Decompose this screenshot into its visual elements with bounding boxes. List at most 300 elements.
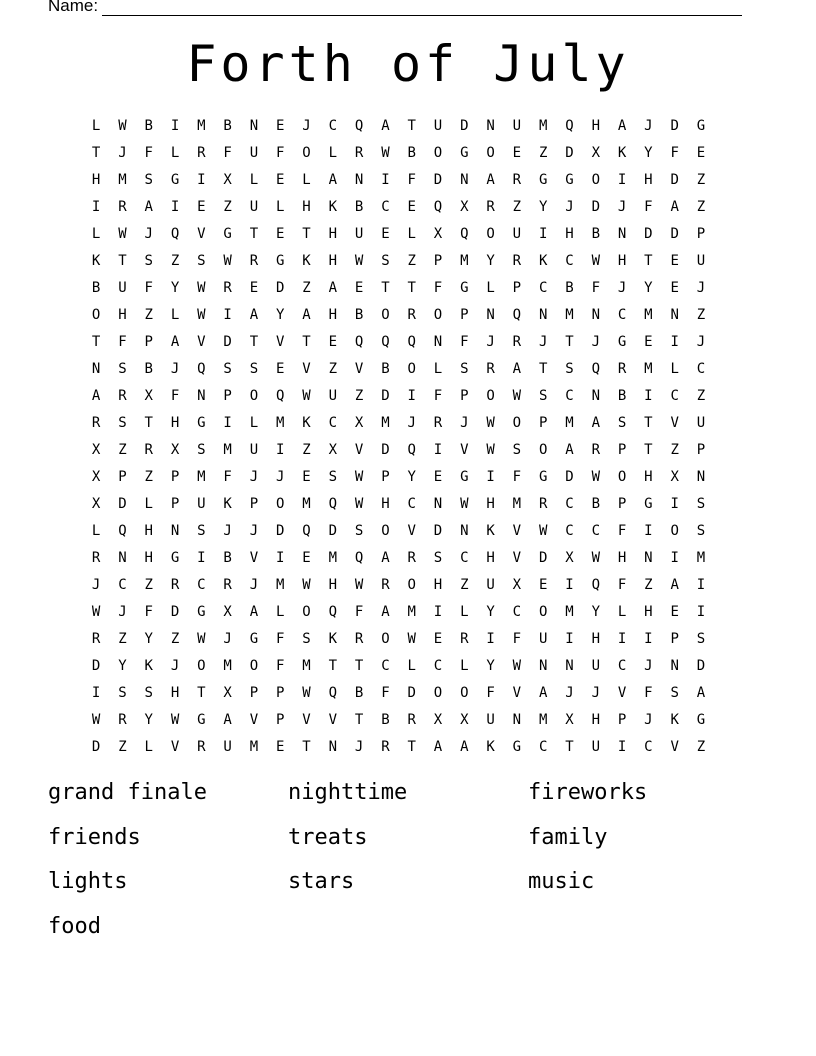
grid-letter: I bbox=[170, 117, 180, 134]
grid-letter: X bbox=[170, 441, 180, 458]
grid-letter: N bbox=[617, 225, 627, 242]
grid-letter: B bbox=[381, 360, 390, 377]
grid-row bbox=[83, 544, 714, 571]
grid-letter: D bbox=[91, 657, 101, 674]
grid-letter: D bbox=[565, 468, 574, 485]
grid-letter: Z bbox=[696, 306, 706, 323]
grid-letter: Y bbox=[486, 603, 495, 620]
grid-letter: Z bbox=[118, 630, 127, 647]
grid-letter: M bbox=[118, 171, 127, 188]
grid-letter: U bbox=[197, 495, 206, 512]
grid-letter: S bbox=[197, 252, 206, 269]
grid-letter: J bbox=[170, 360, 180, 377]
grid-row bbox=[83, 571, 714, 598]
grid-letter: C bbox=[512, 603, 522, 620]
grid-letter: Q bbox=[354, 549, 364, 566]
grid-letter: O bbox=[407, 360, 416, 377]
grid-letter: F bbox=[144, 603, 153, 620]
grid-letter: W bbox=[591, 468, 600, 485]
grid-letter: T bbox=[118, 252, 127, 269]
grid-letter: V bbox=[354, 441, 364, 458]
grid-letter: W bbox=[591, 252, 600, 269]
grid-letter: M bbox=[276, 576, 285, 593]
grid-letter: K bbox=[91, 252, 101, 269]
grid-letter: I bbox=[433, 441, 443, 458]
grid-letter: B bbox=[381, 711, 390, 728]
grid-letter: W bbox=[460, 495, 469, 512]
grid-letter: P bbox=[118, 468, 127, 485]
grid-letter: B bbox=[354, 198, 364, 215]
grid-letter: W bbox=[302, 576, 311, 593]
grid-letter: C bbox=[538, 279, 548, 296]
grid-letter: V bbox=[170, 738, 180, 755]
name-field bbox=[48, 0, 742, 16]
grid-letter: Q bbox=[381, 333, 390, 350]
grid-letter: Z bbox=[696, 198, 706, 215]
word-item: treats bbox=[288, 824, 368, 850]
grid-letter: W bbox=[591, 549, 600, 566]
grid-letter: B bbox=[591, 225, 600, 242]
grid-letter: H bbox=[565, 225, 574, 242]
grid-row bbox=[83, 598, 714, 625]
grid-letter: I bbox=[407, 387, 416, 404]
grid-letter: G bbox=[538, 171, 548, 188]
grid-letter: E bbox=[433, 630, 443, 647]
grid-letter: O bbox=[197, 657, 206, 674]
grid-letter: W bbox=[538, 522, 548, 539]
grid-letter: D bbox=[381, 387, 390, 404]
grid-letter: N bbox=[591, 306, 600, 323]
grid-letter: C bbox=[617, 657, 627, 674]
grid-letter: Z bbox=[670, 441, 679, 458]
grid-row bbox=[83, 355, 714, 382]
grid-letter: E bbox=[276, 225, 285, 242]
grid-letter: A bbox=[249, 603, 259, 620]
grid-letter: V bbox=[197, 333, 206, 350]
grid-letter: E bbox=[512, 144, 522, 161]
grid-letter: V bbox=[328, 711, 338, 728]
grid-letter: G bbox=[696, 711, 706, 728]
grid-letter: O bbox=[276, 495, 285, 512]
grid-letter: W bbox=[354, 576, 364, 593]
grid-letter: A bbox=[302, 306, 311, 323]
grid-letter: N bbox=[328, 738, 338, 755]
grid-letter: N bbox=[249, 117, 259, 134]
grid-row bbox=[83, 463, 714, 490]
grid-letter: Y bbox=[644, 144, 653, 161]
grid-letter: N bbox=[591, 387, 600, 404]
grid-letter: U bbox=[512, 225, 522, 242]
grid-letter: B bbox=[354, 684, 364, 701]
grid-row bbox=[83, 220, 714, 247]
grid-letter: Q bbox=[328, 684, 338, 701]
grid-letter: I bbox=[91, 198, 101, 215]
grid-letter: L bbox=[407, 225, 416, 242]
grid-letter: D bbox=[670, 225, 679, 242]
grid-letter: H bbox=[91, 171, 101, 188]
grid-letter: H bbox=[118, 306, 127, 323]
grid-letter: H bbox=[591, 117, 600, 134]
word-item: music bbox=[528, 869, 595, 894]
grid-letter: S bbox=[617, 414, 627, 431]
grid-letter: H bbox=[144, 549, 153, 566]
grid-letter: V bbox=[512, 684, 522, 701]
grid-letter: E bbox=[433, 468, 443, 485]
grid-letter: T bbox=[249, 333, 259, 350]
grid-letter: Q bbox=[407, 441, 416, 458]
grid-letter: R bbox=[381, 576, 390, 593]
grid-letter: L bbox=[460, 603, 469, 620]
grid-letter: X bbox=[565, 549, 574, 566]
grid-letter: R bbox=[223, 279, 232, 296]
grid-letter: X bbox=[460, 711, 469, 728]
grid-letter: D bbox=[670, 117, 679, 134]
grid-letter: P bbox=[460, 387, 469, 404]
grid-letter: L bbox=[302, 171, 311, 188]
grid-letter: L bbox=[276, 198, 285, 215]
grid-letter: A bbox=[565, 441, 574, 458]
grid-letter: B bbox=[91, 279, 101, 296]
grid-letter: H bbox=[591, 711, 600, 728]
grid-letter: T bbox=[302, 738, 311, 755]
grid-letter: R bbox=[118, 198, 127, 215]
grid-row bbox=[83, 652, 714, 679]
grid-letter: Q bbox=[276, 387, 285, 404]
grid-letter: Z bbox=[460, 576, 469, 593]
grid-letter: I bbox=[433, 603, 443, 620]
grid-letter: C bbox=[381, 657, 390, 674]
grid-letter: V bbox=[249, 549, 259, 566]
grid-letter: F bbox=[144, 279, 153, 296]
grid-letter: J bbox=[223, 522, 232, 539]
grid-letter: M bbox=[276, 414, 285, 431]
grid-letter: I bbox=[617, 738, 627, 755]
grid-letter: T bbox=[354, 657, 364, 674]
grid-letter: J bbox=[354, 738, 364, 755]
grid-letter: A bbox=[617, 117, 627, 134]
grid-letter: B bbox=[407, 144, 416, 161]
grid-letter: L bbox=[91, 225, 101, 242]
grid-letter: E bbox=[670, 252, 679, 269]
grid-letter: J bbox=[249, 468, 259, 485]
grid-letter: Q bbox=[328, 495, 338, 512]
grid-letter: G bbox=[170, 171, 180, 188]
grid-letter: R bbox=[591, 441, 600, 458]
name-label: Name: bbox=[48, 0, 99, 15]
grid-letter: P bbox=[381, 468, 390, 485]
grid-letter: T bbox=[407, 738, 416, 755]
grid-letter: J bbox=[565, 198, 574, 215]
grid-row bbox=[83, 517, 714, 544]
grid-letter: N bbox=[670, 657, 679, 674]
grid-letter: O bbox=[381, 522, 390, 539]
grid-letter: X bbox=[144, 387, 153, 404]
grid-letter: L bbox=[170, 306, 180, 323]
grid-letter: I bbox=[565, 576, 574, 593]
grid-letter: P bbox=[617, 495, 627, 512]
grid-letter: U bbox=[696, 414, 706, 431]
grid-letter: N bbox=[696, 468, 706, 485]
grid-letter: A bbox=[670, 576, 679, 593]
grid-letter: N bbox=[354, 171, 364, 188]
grid-letter: M bbox=[538, 117, 548, 134]
grid-letter: O bbox=[433, 144, 443, 161]
grid-letter: N bbox=[486, 306, 495, 323]
grid-letter: N bbox=[670, 306, 679, 323]
grid-letter: S bbox=[118, 360, 127, 377]
grid-letter: K bbox=[328, 198, 338, 215]
grid-letter: X bbox=[433, 225, 443, 242]
grid-letter: M bbox=[565, 306, 574, 323]
grid-letter: O bbox=[249, 387, 259, 404]
grid-letter: M bbox=[538, 711, 548, 728]
grid-letter: N bbox=[512, 711, 522, 728]
grid-letter: H bbox=[328, 306, 338, 323]
grid-letter: D bbox=[433, 522, 443, 539]
grid-letter: I bbox=[276, 441, 285, 458]
grid-letter: F bbox=[223, 144, 232, 161]
grid-letter: R bbox=[91, 630, 101, 647]
grid-letter: Z bbox=[144, 468, 153, 485]
word-item: stars bbox=[288, 869, 355, 894]
grid-letter: B bbox=[565, 279, 574, 296]
grid-letter: G bbox=[617, 333, 627, 350]
grid-letter: L bbox=[617, 603, 627, 620]
grid-letter: X bbox=[328, 441, 338, 458]
grid-letter: F bbox=[354, 603, 364, 620]
grid-letter: Z bbox=[302, 279, 311, 296]
grid-letter: F bbox=[644, 684, 653, 701]
grid-letter: X bbox=[354, 414, 364, 431]
grid-letter: Z bbox=[644, 576, 653, 593]
grid-letter: H bbox=[591, 630, 600, 647]
grid-letter: D bbox=[696, 657, 706, 674]
grid-letter: R bbox=[407, 306, 416, 323]
grid-letter: D bbox=[433, 171, 443, 188]
grid-letter: R bbox=[407, 549, 416, 566]
grid-letter: N bbox=[460, 522, 469, 539]
grid-letter: U bbox=[591, 738, 600, 755]
grid-letter: M bbox=[565, 414, 574, 431]
grid-letter: A bbox=[170, 333, 180, 350]
grid-letter: G bbox=[644, 495, 653, 512]
grid-letter: P bbox=[144, 333, 153, 350]
word-item: nighttime bbox=[288, 780, 408, 805]
grid-letter: B bbox=[591, 495, 600, 512]
grid-letter: S bbox=[670, 684, 679, 701]
grid-letter: Z bbox=[538, 144, 548, 161]
grid-letter: W bbox=[91, 603, 101, 620]
grid-letter: E bbox=[644, 333, 653, 350]
grid-letter: I bbox=[381, 171, 390, 188]
word-item: food bbox=[48, 913, 101, 939]
grid-letter: I bbox=[617, 171, 627, 188]
grid-letter: G bbox=[197, 414, 206, 431]
word-list bbox=[48, 778, 768, 942]
grid-letter: C bbox=[538, 738, 548, 755]
grid-letter: U bbox=[512, 117, 522, 134]
grid-letter: X bbox=[670, 468, 679, 485]
grid-letter: A bbox=[433, 738, 443, 755]
grid-letter: S bbox=[696, 630, 706, 647]
grid-letter: Q bbox=[407, 333, 416, 350]
grid-letter: T bbox=[91, 144, 101, 161]
grid-letter: F bbox=[670, 144, 679, 161]
grid-letter: K bbox=[617, 144, 627, 161]
grid-letter: L bbox=[91, 117, 101, 134]
grid-row bbox=[83, 679, 714, 706]
grid-letter: Z bbox=[144, 306, 153, 323]
grid-letter: L bbox=[276, 603, 285, 620]
grid-letter: F bbox=[644, 198, 653, 215]
grid-letter: D bbox=[644, 225, 653, 242]
grid-letter: Y bbox=[276, 306, 285, 323]
grid-letter: W bbox=[512, 657, 522, 674]
grid-letter: R bbox=[433, 414, 443, 431]
grid-letter: N bbox=[538, 657, 548, 674]
grid-letter: I bbox=[276, 549, 285, 566]
grid-letter: A bbox=[512, 360, 522, 377]
grid-letter: D bbox=[381, 441, 390, 458]
grid-letter: I bbox=[565, 630, 574, 647]
grid-row bbox=[83, 139, 714, 166]
grid-letter: L bbox=[486, 279, 495, 296]
grid-letter: I bbox=[197, 549, 206, 566]
grid-letter: F bbox=[617, 576, 627, 593]
grid-letter: F bbox=[118, 333, 127, 350]
grid-letter: W bbox=[354, 252, 364, 269]
grid-letter: F bbox=[512, 630, 522, 647]
grid-letter: B bbox=[223, 549, 232, 566]
grid-letter: T bbox=[644, 252, 653, 269]
grid-letter: A bbox=[249, 306, 259, 323]
grid-letter: Y bbox=[407, 468, 416, 485]
grid-letter: M bbox=[302, 495, 311, 512]
grid-letter: O bbox=[591, 171, 600, 188]
grid-letter: C bbox=[565, 495, 574, 512]
grid-letter: E bbox=[276, 360, 285, 377]
grid-letter: Z bbox=[512, 198, 522, 215]
grid-letter: R bbox=[512, 333, 522, 350]
grid-letter: A bbox=[223, 711, 232, 728]
grid-letter: O bbox=[381, 306, 390, 323]
grid-letter: S bbox=[696, 495, 706, 512]
grid-letter: X bbox=[223, 684, 232, 701]
grid-letter: W bbox=[512, 387, 522, 404]
grid-letter: V bbox=[617, 684, 627, 701]
grid-letter: Z bbox=[223, 198, 232, 215]
grid-letter: M bbox=[644, 360, 653, 377]
grid-letter: J bbox=[696, 333, 706, 350]
grid-letter: J bbox=[407, 414, 416, 431]
grid-letter: R bbox=[91, 549, 101, 566]
grid-letter: L bbox=[249, 414, 259, 431]
grid-letter: T bbox=[302, 333, 311, 350]
grid-letter: Y bbox=[644, 279, 653, 296]
grid-letter: H bbox=[302, 198, 311, 215]
word-item: family bbox=[528, 824, 608, 850]
grid-letter: J bbox=[249, 522, 259, 539]
grid-letter: V bbox=[670, 414, 679, 431]
grid-letter: A bbox=[381, 549, 390, 566]
grid-letter: Z bbox=[696, 171, 706, 188]
grid-letter: E bbox=[302, 468, 311, 485]
grid-letter: S bbox=[197, 522, 206, 539]
word-item: friends bbox=[48, 824, 141, 850]
grid-row bbox=[83, 301, 714, 328]
grid-letter: D bbox=[276, 279, 285, 296]
grid-letter: W bbox=[118, 117, 127, 134]
grid-letter: V bbox=[302, 360, 311, 377]
grid-letter: C bbox=[381, 198, 390, 215]
grid-row bbox=[83, 328, 714, 355]
grid-letter: O bbox=[91, 306, 101, 323]
grid-letter: V bbox=[460, 441, 469, 458]
grid-letter: U bbox=[433, 117, 443, 134]
grid-letter: A bbox=[591, 414, 600, 431]
grid-row bbox=[83, 112, 714, 139]
grid-letter: K bbox=[302, 414, 311, 431]
grid-letter: G bbox=[460, 468, 469, 485]
grid-letter: S bbox=[118, 414, 127, 431]
grid-letter: O bbox=[617, 468, 627, 485]
grid-letter: J bbox=[223, 630, 232, 647]
grid-letter: R bbox=[460, 630, 469, 647]
grid-letter: C bbox=[670, 387, 679, 404]
grid-letter: G bbox=[197, 603, 206, 620]
grid-letter: Y bbox=[486, 252, 495, 269]
grid-letter: M bbox=[644, 306, 653, 323]
grid-letter: L bbox=[91, 522, 101, 539]
grid-letter: R bbox=[407, 711, 416, 728]
grid-letter: A bbox=[144, 198, 153, 215]
grid-letter: F bbox=[407, 171, 416, 188]
grid-letter: T bbox=[354, 711, 364, 728]
grid-letter: S bbox=[328, 468, 338, 485]
grid-letter: G bbox=[538, 468, 548, 485]
grid-letter: R bbox=[486, 198, 495, 215]
grid-letter: E bbox=[249, 279, 259, 296]
grid-letter: W bbox=[354, 468, 364, 485]
grid-letter: M bbox=[302, 657, 311, 674]
grid-letter: S bbox=[354, 522, 364, 539]
grid-letter: Y bbox=[144, 630, 153, 647]
grid-letter: T bbox=[565, 333, 574, 350]
grid-letter: J bbox=[170, 657, 180, 674]
grid-letter: O bbox=[486, 144, 495, 161]
grid-letter: A bbox=[538, 684, 548, 701]
grid-letter: C bbox=[328, 117, 338, 134]
grid-letter: I bbox=[223, 306, 232, 323]
word-item: grand finale bbox=[48, 780, 207, 805]
grid-letter: R bbox=[144, 441, 153, 458]
grid-letter: J bbox=[249, 576, 259, 593]
grid-letter: G bbox=[460, 144, 469, 161]
grid-letter: I bbox=[696, 576, 706, 593]
word-item: fireworks bbox=[528, 780, 648, 805]
grid-letter: B bbox=[354, 306, 364, 323]
grid-letter: L bbox=[433, 360, 443, 377]
grid-letter: E bbox=[696, 144, 706, 161]
grid-letter: U bbox=[486, 576, 495, 593]
grid-letter: Q bbox=[591, 360, 600, 377]
grid-letter: I bbox=[91, 684, 101, 701]
grid-letter: Y bbox=[486, 657, 495, 674]
grid-letter: O bbox=[538, 603, 548, 620]
grid-letter: V bbox=[302, 711, 311, 728]
grid-letter: K bbox=[328, 630, 338, 647]
grid-letter: S bbox=[565, 360, 574, 377]
